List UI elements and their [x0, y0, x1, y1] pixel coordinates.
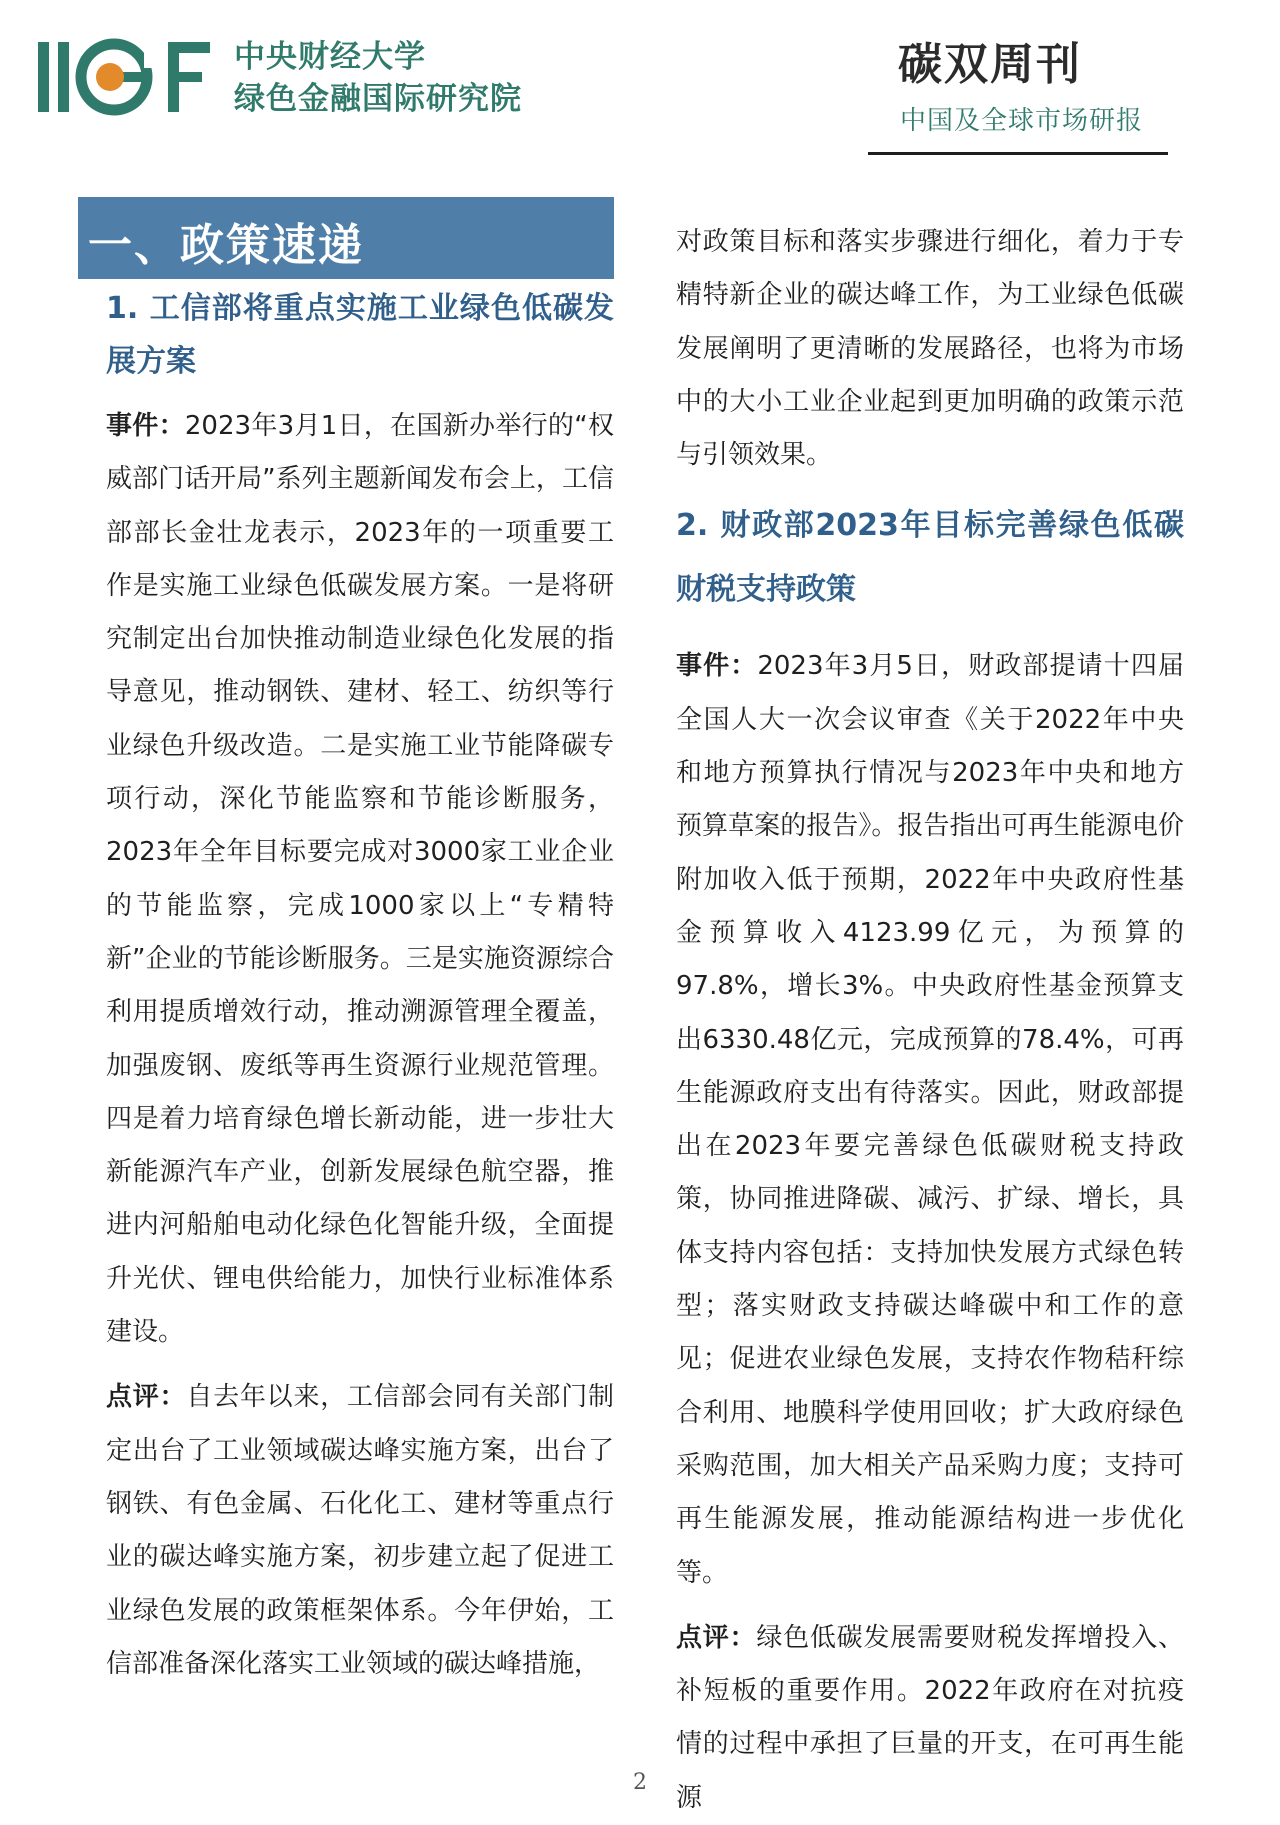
article2-comment-text: 绿色低碳发展需要财税发挥增投入、补短板的重要作用。2022年政府在对抗疫情的过程中承担了巨量的开支，在可再生能源	[676, 1622, 1184, 1813]
section-banner	[78, 197, 614, 279]
spacer	[106, 388, 614, 400]
comment-label: 点评：	[106, 1382, 187, 1413]
institute-name	[234, 36, 522, 120]
iigf-logo	[38, 38, 214, 116]
article2-event-text: 2023年3月5日，财政部提请十四届全国人大一次会议审查《关于2022年中央和地方预算执行情况与2023年中央和地方预算草案的报告》。报告指出可再生能源电价附加收入低于预期，2022年中央政府性基金预算收入4123.99亿元，为预算的97.8%，增长3%。中央政府性基金预算支出6330.48亿元，完成预算的78.4%，可再生能源政府支出有待落实。因此，财政部提出在2023年要完善绿色低碳财税支持政策，协同推进降碳、减污、扩绿、增长，具体支持内容包括：支持加快发展方式绿色转型；落实财政支持碳达峰碳中和工作的意见；促进农业绿色发展，支持农作物秸秆综合利用、地膜科学使用回收；扩大政府绿色采购范围，加大相关产品采购力度；支持可再生能源发展，推动能源结构进一步优化等。	[676, 651, 1184, 1588]
left-column	[106, 282, 614, 1691]
logo-text: IIGF	[38, 38, 40, 39]
spacer	[676, 622, 1184, 640]
spacer	[106, 1359, 614, 1371]
event-label: 事件：	[676, 651, 758, 682]
magazine-subtitle: 中国及全球市场研报	[900, 106, 1144, 136]
article1-comment-text: 自去年以来，工信部会同有关部门制定出台了工业领域碳达峰实施方案，出台了钢铁、有色金属、石化化工、建材等重点行业的碳达峰实施方案，初步建立起了促进工业绿色发展的政策框架体系。今年伊始，工信部准备深化落实工业领域的碳达峰措施，	[106, 1382, 614, 1679]
section-title: 一、政策速递	[88, 220, 364, 271]
comment-label: 点评：	[676, 1622, 757, 1653]
institute-line2: 绿色金融国际研究院	[234, 81, 522, 117]
article2-heading: 2. 财政部2023年目标完善绿色低碳财税支持政策	[676, 508, 1184, 608]
article1-event	[106, 400, 614, 1359]
magazine-title: 碳双周刊	[898, 39, 1082, 90]
spacer	[676, 1600, 1184, 1612]
event-label: 事件：	[106, 411, 185, 441]
article1-event-text: 2023年3月1日，在国新办举行的“权威部门话开局”系列主题新闻发布会上，工信部部长金壮龙表示，2023年的一项重要工作是实施工业绿色低碳发展方案。一是将研究制定出台加快推动制造业绿色化发展的指导意见，推动钢铁、建材、轻工、纺织等行业绿色升级改造。二是实施工业节能降碳专项行动，深化节能监察和节能诊断服务，2023年全年目标要完成对3000家工业企业的节能监察，完成1000家以上“专精特新”企业的节能诊断服务。三是实施资源综合利用提质增效行动，推动溯源管理全覆盖，加强废钢、废纸等再生资源行业规范管理。四是着力培育绿色增长新动能，进一步壮大新能源汽车产业，创新发展绿色航空器，推进内河船舶电动化绿色化智能升级，全面提升光伏、锂电供给能力，加快行业标准体系建设。	[106, 411, 614, 1348]
article1-heading: 1. 工信部将重点实施工业绿色低碳发展方案	[106, 291, 614, 379]
article2-event	[676, 640, 1184, 1599]
article1-comment-continued: 对政策目标和落实步骤进行细化，着力于专精特新企业的碳达峰工作，为工业绿色低碳发展阐明了更清晰的发展路径，也将为市场中的大小工业企业起到更加明确的政策示范与引领效果。	[676, 227, 1184, 471]
right-column	[676, 216, 1184, 1825]
spacer	[676, 482, 1184, 494]
article1-comment	[106, 1371, 614, 1691]
header-rule	[868, 152, 1168, 155]
page-number: 2	[633, 1770, 647, 1795]
institute-line1: 中央财经大学	[234, 39, 426, 75]
